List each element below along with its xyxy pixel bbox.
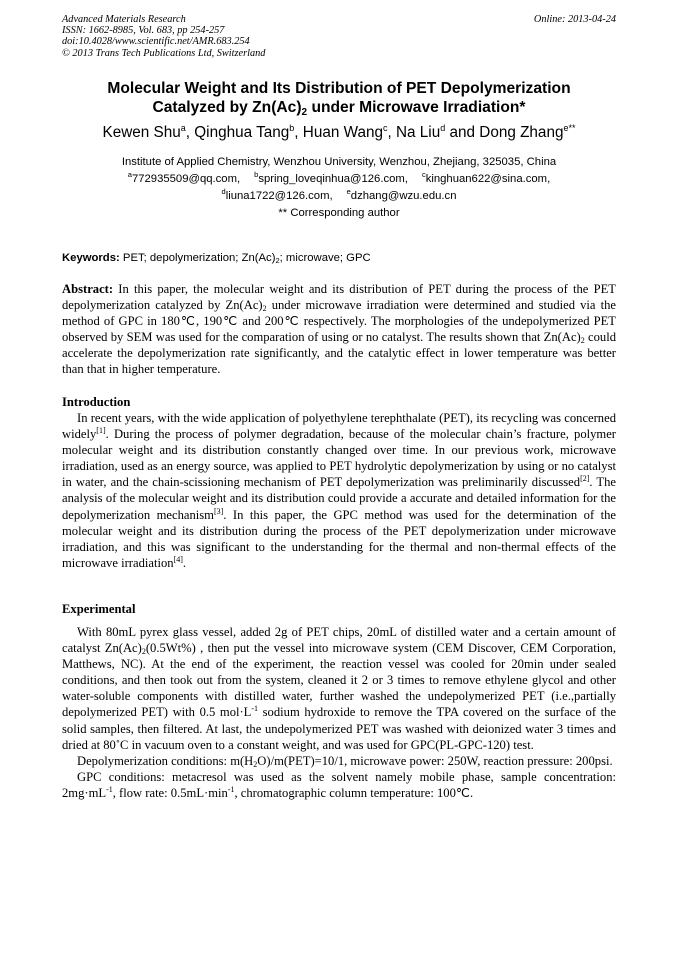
keywords-label: Keywords: bbox=[62, 252, 120, 264]
copyright-line: © 2013 Trans Tech Publications Ltd, Switzerland bbox=[62, 47, 266, 59]
journal-name: Advanced Materials Research bbox=[62, 14, 186, 25]
author: Na Liu$^d$ and bbox=[396, 123, 480, 141]
citation[interactable]: [3] bbox=[213, 506, 224, 516]
author-email[interactable]: $^a$772935509@qq.com, bbox=[127, 170, 241, 185]
abstract-text: Abstract: In this paper, the molecular weight and its distribution of PET during the process of the PET depolymerization catalyzed by $Zn(Ac)_2$ under microwave irradiation were determined and studied via the method of GPC in 180℃, 190℃ and 200℃ respectively. The morphologies of the undepolymerized PET observed by SEM was used for the comparation of using or no catalyst. The results shown that $Zn(Ac)_2$ could accelerate the depolymerization rate significantly, and the catalytic effect in lower temperature was better than that in higher temperature. bbox=[62, 282, 616, 377]
author-list bbox=[30, 123, 648, 143]
author: Kewen Shu$^a$, bbox=[102, 123, 195, 141]
journal-header bbox=[62, 14, 616, 59]
depolymerization-conditions: Depolymerization conditions: $m(H_2O)/m(PET)=10/1$, microwave power: 250W, reaction pressure: 200psi. bbox=[77, 753, 613, 769]
author: Huan Wang$^c$, bbox=[302, 123, 396, 141]
author: Qinghua Tang$^b$, bbox=[194, 123, 303, 141]
experimental-heading: Experimental bbox=[62, 602, 136, 616]
experimental-section bbox=[62, 624, 616, 801]
abstract-label: Abstract: bbox=[62, 282, 114, 296]
email-line-1 bbox=[30, 171, 648, 188]
title-line-2: Catalyzed by $Zn(Ac)_2$ under Microwave Irradiation* bbox=[152, 99, 526, 118]
abstract bbox=[62, 281, 616, 378]
institute-line: Institute of Applied Chemistry, Wenzhou University, Wenzhou, Zhejiang, 325035, China bbox=[121, 156, 557, 168]
experimental-paragraph: With 80mL pyrex glass vessel, added 2g of PET chips, 20mL of distilled water and a certain amount of catalyst $Zn(Ac)_2(0.5Wt\%)$ , then put the vessel into microwave system (CEM Discover, CEM Corporation, Matthews, NC). At the end of the experiment, the reaction vessel was cooled for 20min under sealed conditions, and then took out from the system, cleaned it 2 or 3 times to remove ethylene glycol and other water-soluble components with distilled water, further washed the undepolymerized PET (i.e.,partially depolymerized PET) with 0.5 $mol\cdot L^{-1}$ sodium hydroxide to remove the TPA covered on the surface of the solid samples, then filtered. At last, the undepolymerized PET was washed with deionized water 3 times and dried at 80˚C in vacuum oven to a constant weight, and was used for GPC(PL-GPC-120) test. bbox=[62, 625, 616, 752]
introduction-paragraph: In recent years, with the wide application of polyethylene terephthalate (PET), its recycling was concerned widely[1]. During the process of polymer degradation, because of the molecular chain’s fracture, polymer molecular weight and its distribution constantly changed over time. In our previous work, microwave irradiation, used as an energy source, was applied to PET hydrolytic depolymerization by using or no catalyst in water, and the chain-scissioning mechanism of PET depolymerization was preliminarily discussed[2]. The analysis of the molecular weight and its distribution could provide a accurate and detailed information for the depolymerization mechanism[3]. In this paper, the GPC method was used for the determination of the molecular weight and its distribution during the process of the PET depolymerization under microwave irradiation, and this was significant to the understanding for the thermal and non-thermal effects of the microwave irradiation[4]. bbox=[62, 411, 616, 570]
citation[interactable]: [1] bbox=[96, 426, 106, 436]
introduction-heading: Introduction bbox=[62, 395, 131, 409]
author-email[interactable]: $^c$kinghuan622@sina.com, bbox=[421, 170, 551, 185]
title-line-1: Molecular Weight and Its Distribution of PET Depolymerization bbox=[107, 80, 571, 97]
affiliation-block bbox=[30, 154, 648, 222]
introduction-section bbox=[62, 410, 616, 571]
online-date: Online: 2013-04-24 bbox=[533, 14, 616, 25]
author-email[interactable]: $^e$dzhang@wzu.edu.cn bbox=[346, 187, 457, 202]
issn-line: ISSN: 1662-8985, Vol. 683, pp 254-257 bbox=[62, 25, 225, 37]
author-email[interactable]: $^d$liuna1722@126.com, bbox=[221, 187, 333, 202]
citation[interactable]: [4] bbox=[173, 554, 183, 564]
corresponding-note: ** Corresponding author bbox=[278, 207, 400, 219]
email-line-2 bbox=[30, 188, 648, 205]
citation[interactable]: [2] bbox=[580, 474, 590, 484]
author: Dong Zhang$^{e**}$ bbox=[479, 123, 576, 141]
keywords-line: Keywords: PET; depolymerization; $Zn(Ac)_2$; microwave; GPC bbox=[62, 252, 371, 265]
author-email[interactable]: $^b$spring_loveqinhua@126.com, bbox=[254, 170, 408, 185]
gpc-conditions: GPC conditions: metacresol was used as the solvent namely mobile phase, sample concentration: $2mg\cdot mL^{-1}$, flow rate: $0.5mL\cdot\min^{-1}$, chromatographic column temperature: 100℃. bbox=[62, 769, 616, 800]
paper-title bbox=[40, 79, 638, 117]
doi-line: doi:10.4028/www.scientific.net/AMR.683.254 bbox=[62, 36, 250, 48]
